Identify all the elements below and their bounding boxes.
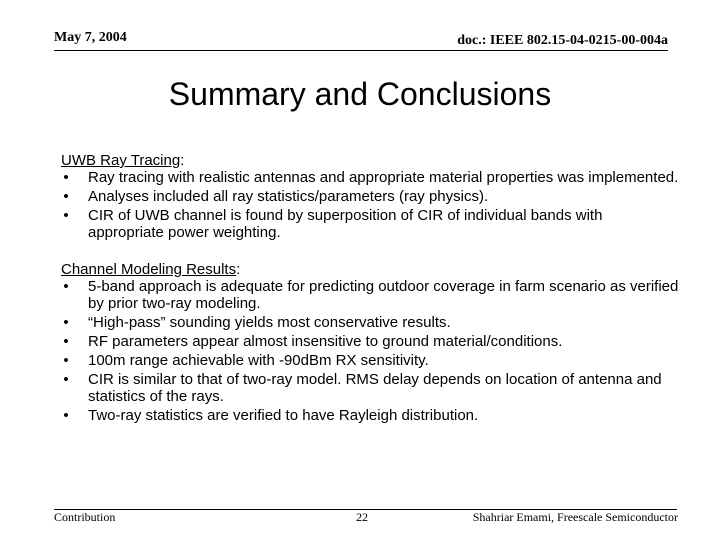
section-heading-colon: : <box>180 152 185 169</box>
slide-body <box>61 152 681 426</box>
list-item <box>61 188 681 205</box>
section-heading-text: UWB Ray Tracing <box>61 152 181 169</box>
list-item <box>61 207 681 241</box>
header-rule <box>54 50 668 51</box>
list-item-text: Two-ray statistics are verified to have Rayleigh distribution. <box>88 407 479 424</box>
list-item-text: Ray tracing with realistic antennas and appropriate material properties was implemented. <box>88 169 679 186</box>
bullet-list <box>61 278 681 424</box>
header-doc-id: doc.: IEEE 802.15-04-0215-00-004a <box>457 33 668 48</box>
list-item-text: CIR of UWB channel is found by superposition of CIR of individual bands with appropriate power weighting. <box>88 207 603 241</box>
bullet-icon: • <box>63 371 69 388</box>
section-heading-colon: : <box>236 261 241 278</box>
bullet-list <box>61 169 681 241</box>
list-item <box>61 371 681 405</box>
bullet-icon: • <box>63 314 69 331</box>
header-date: May 7, 2004 <box>54 30 127 45</box>
bullet-icon: • <box>63 188 69 205</box>
list-item-text: CIR is similar to that of two-ray model. RMS delay depends on location of antenna and statistics of the rays. <box>88 371 662 405</box>
list-item-text: “High-pass” sounding yields most conservative results. <box>88 314 451 331</box>
bullet-icon: • <box>63 333 69 350</box>
list-item-text: RF parameters appear almost insensitive to ground material/conditions. <box>88 333 563 350</box>
list-item <box>61 352 681 369</box>
section-heading <box>61 261 681 278</box>
slide-title: Summary and Conclusions <box>168 76 552 112</box>
list-item <box>61 333 681 350</box>
list-item <box>61 278 681 312</box>
list-item <box>61 169 681 186</box>
footer-author: Shahriar Emami, Freescale Semiconductor <box>472 510 678 524</box>
bullet-icon: • <box>63 278 69 295</box>
list-item <box>61 407 681 424</box>
section-heading-text: Channel Modeling Results <box>61 261 237 278</box>
list-item-text: 100m range achievable with -90dBm RX sensitivity. <box>88 352 429 369</box>
footer-page-number: 22 <box>356 510 368 524</box>
bullet-icon: • <box>63 207 69 224</box>
list-item-text: 5-band approach is adequate for predicting outdoor coverage in farm scenario as verified by prior two-ray modeling. <box>88 278 679 312</box>
footer-contribution: Contribution <box>54 510 116 524</box>
bullet-icon: • <box>63 169 69 186</box>
bullet-icon: • <box>63 352 69 369</box>
section-heading <box>61 152 681 169</box>
section-gap <box>61 243 681 261</box>
list-item <box>61 314 681 331</box>
bullet-icon: • <box>63 407 69 424</box>
list-item-text: Analyses included all ray statistics/parameters (ray physics). <box>88 188 489 205</box>
